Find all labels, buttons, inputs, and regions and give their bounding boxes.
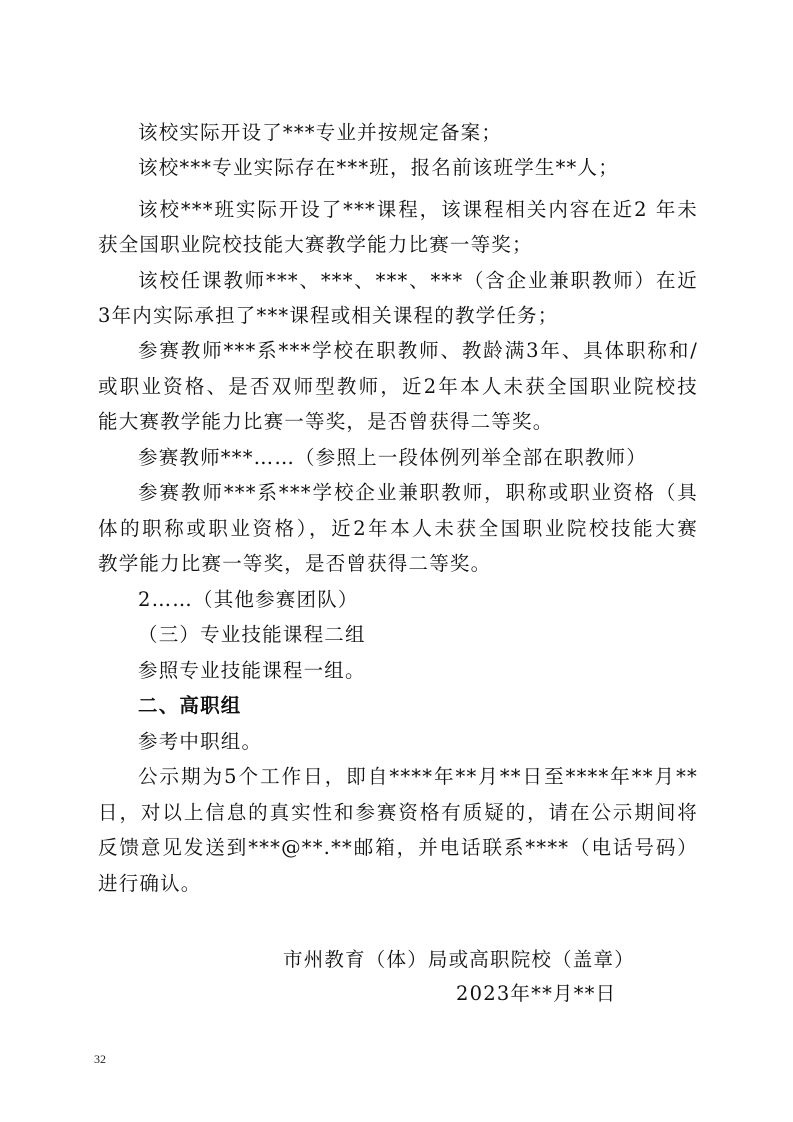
paragraph-line: 该校***班实际开设了***课程，该课程相关内容在近2 年未 bbox=[138, 198, 698, 221]
paragraph-line: 体的职称或职业资格），近2年本人未获全国职业院校技能大赛 bbox=[98, 517, 698, 540]
paragraph-line: 公示期为5个工作日，即自****年**月**日至****年**月** bbox=[138, 765, 698, 788]
signature-date: 2023年**月**日 bbox=[456, 982, 617, 1005]
paragraph-line: 能大赛教学能力比赛一等奖，是否曾获得二等奖。 bbox=[98, 410, 554, 433]
paragraph-line: 反馈意见发送到***@**.**邮箱，并电话联系****（电话号码） bbox=[98, 836, 698, 859]
paragraph-line: 参赛教师***系***学校在职教师、教龄满3年、具体职称和/ bbox=[138, 339, 698, 362]
paragraph-line: 参考中职组。 bbox=[138, 730, 263, 753]
paragraph-line: 2……（其他参赛团队） bbox=[138, 588, 359, 611]
paragraph-line: 进行确认。 bbox=[98, 872, 202, 895]
section-heading: 二、高职组 bbox=[138, 694, 242, 717]
paragraph-line: 3年内实际承担了***课程或相关课程的教学任务； bbox=[98, 304, 559, 327]
paragraph-line: 教学能力比赛一等奖，是否曾获得二等奖。 bbox=[98, 552, 492, 575]
paragraph-line: 获全国职业院校技能大赛教学能力比赛一等奖； bbox=[98, 233, 533, 256]
paragraph-line: 该校实际开设了***专业并按规定备案； bbox=[138, 121, 503, 144]
paragraph-line: 参赛教师***系***学校企业兼职教师，职称或职业资格（具 bbox=[138, 481, 698, 504]
signature-issuer: 市州教育（体）局或高职院校（盖章） bbox=[283, 948, 635, 971]
paragraph-line: 日，对以上信息的真实性和参赛资格有质疑的，请在公示期间将 bbox=[98, 801, 698, 824]
paragraph-line: 该校任课教师***、***、***、***（含企业兼职教师）在近 bbox=[138, 269, 698, 292]
page-number: 32 bbox=[94, 1052, 106, 1066]
paragraph-line: 或职业资格、是否双师型教师，近2年本人未获全国职业院校技 bbox=[98, 375, 698, 398]
paragraph-line: 该校***专业实际存在***班，报名前该班学生**人； bbox=[138, 156, 619, 179]
paragraph-line: 参赛教师***……（参照上一段体例列举全部在职教师） bbox=[138, 446, 647, 469]
section-heading: （三）专业技能课程二组 bbox=[138, 623, 366, 646]
paragraph-line: 参照专业技能课程一组。 bbox=[138, 659, 366, 682]
